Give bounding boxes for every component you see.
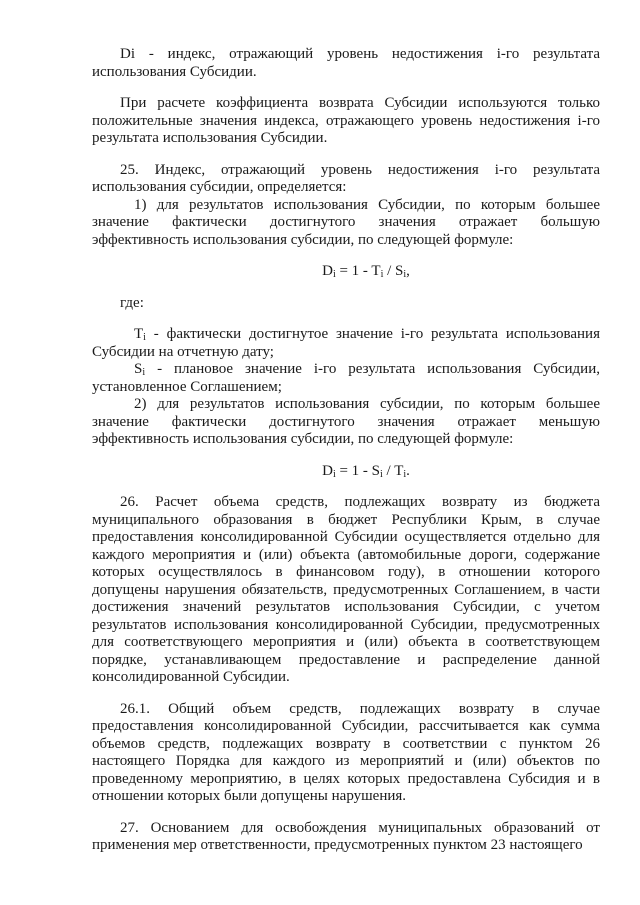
formula-1: $D_i = 1 - T_i / S_i$,	[322, 263, 410, 280]
paragraph-26-1: 26.1. Общий объем средств, подлежащих возврату в случае предоставления консолидированной Субсидии, рассчитывается как сумма объемов средств, подлежащих возврату в соответствии с пунктом 26 настоящего Порядка для каждого из мероприятий и (или) объектов по проведенному мероприятию, в целях которых предоставлена Субсидия и в отношении которых были допущены нарушения.	[92, 700, 600, 804]
formula-2: $D_i = 1 - S_i / T_i$.	[322, 462, 410, 480]
paragraph-positive-values: При расчете коэффициента возврата Субсидии используются только положительные значения индекса, отражающего уровень недостижения i-го результата использования Субсидии.	[92, 95, 600, 146]
paragraph-25-item-1: 1) для результатов использования Субсидии, по которым большее значение фактически достигнутого значения отражает большую эффективность использования субсидии, по следующей формуле:	[92, 196, 600, 248]
paragraph-26: 26. Расчет объема средств, подлежащих возврату из бюджета муниципального образования в бюджет Республики Крым, в случае предоставления консолидированной Субсидии осуществляется отдельно для каждого мероприятия и (или) объекта (автомобильные дороги, содержание которых осуществлялось в финансовом году), в отношении которого допущены нарушения обязательств, предусмотренных Соглашением, в части достижения значений результатов использования Субсидии, с учетом результатов использования консолидированной Субсидии, предусмотренных для соответствующего мероприятия и (или) объекта в соответствующем порядке, устанавливающем предоставление и распределение данной консолидированной Субсидии.	[92, 494, 600, 685]
where-label: где:	[120, 294, 144, 311]
paragraph-25: 25. Индекс, отражающий уровень недостижения i-го результата использования субсидии, определяется:	[92, 161, 600, 195]
definition-ti: $T_i$ - фактически достигнутое значение i-го результата использования Субсидии на отчетную дату;	[92, 326, 600, 360]
paragraph-25-item-2: 2) для результатов использования субсидии, по которым большее значение фактически достигнутого значения отражает меньшую эффективность использования субсидии, по следующей формуле:	[92, 396, 600, 447]
paragraph-di-definition: Di - индекс, отражающий уровень недостижения i-го результата использования Субсидии.	[92, 46, 600, 80]
paragraph-27: 27. Основанием для освобождения муниципальных образований от применения мер ответственности, предусмотренных пунктом 23 настоящего	[92, 819, 600, 853]
document-page	[92, 46, 600, 855]
definition-si: $S_i$ - плановое значение i-го результата использования Субсидии, установленное Соглашением;	[92, 361, 600, 395]
